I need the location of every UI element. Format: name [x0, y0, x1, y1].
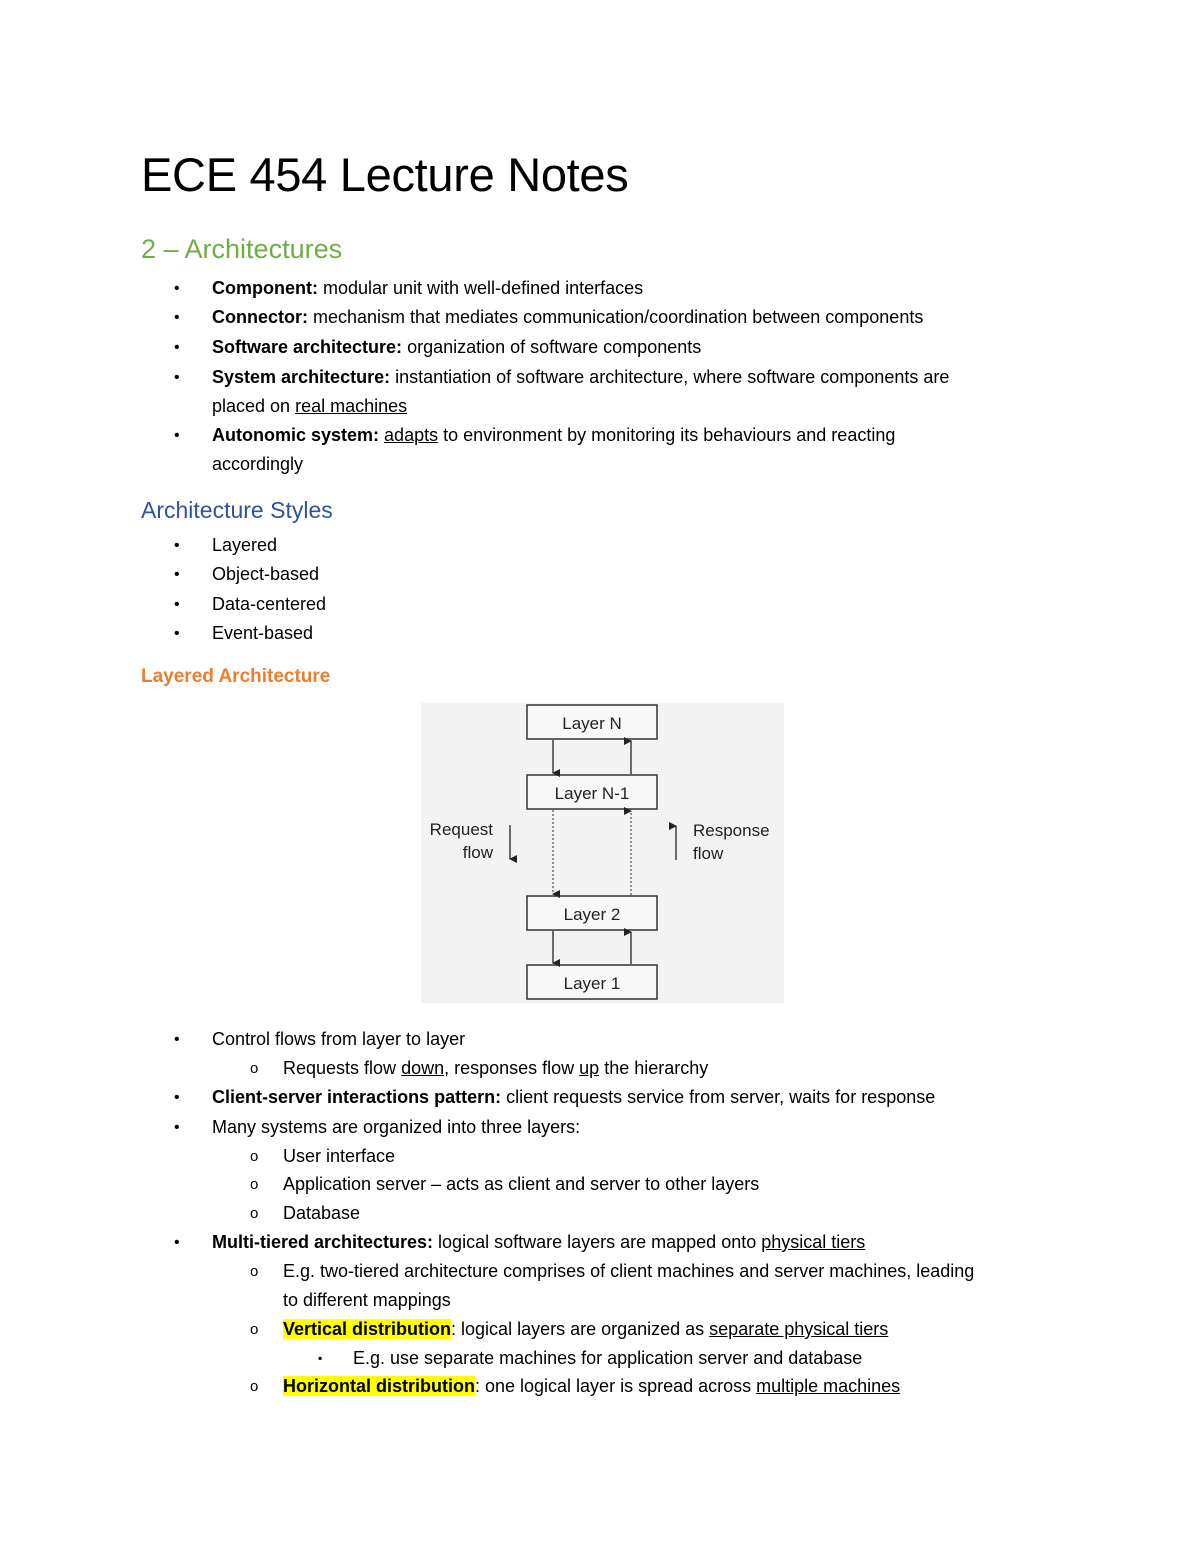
bullet: o — [250, 1263, 259, 1280]
response-label-line1: Response — [693, 821, 770, 840]
bullet: • — [174, 309, 180, 326]
list-item — [0, 531, 1200, 560]
definition: mechanism that mediates communication/coordination between components — [308, 307, 924, 327]
term: System architecture: — [212, 367, 391, 387]
underlined-text: physical tiers — [761, 1232, 866, 1252]
list-item — [0, 1170, 1200, 1199]
list-item — [0, 1257, 1200, 1315]
bullet: • — [174, 566, 180, 583]
term: Autonomic system: — [212, 425, 380, 445]
list-item — [0, 619, 1200, 648]
note-text: Control flows from layer to layer — [212, 1029, 466, 1049]
bullet: • — [174, 1031, 180, 1048]
architectures-definitions-list — [0, 274, 1200, 479]
definition: organization of software components — [402, 337, 702, 357]
note-text: Requests flow — [283, 1058, 402, 1078]
bullet: • — [174, 369, 180, 386]
list-item — [0, 274, 1200, 303]
highlighted-term: Horizontal distribution — [283, 1376, 475, 1396]
list-item — [0, 1344, 1200, 1372]
bullet: o — [250, 1176, 259, 1193]
note-text: the hierarchy — [599, 1058, 709, 1078]
style-name: Event-based — [212, 623, 314, 643]
bullet: o — [250, 1148, 259, 1165]
bullet: • — [174, 427, 180, 444]
style-name: Data-centered — [212, 594, 327, 614]
request-label-line1: Request — [429, 820, 493, 839]
note-text: Database — [283, 1203, 361, 1223]
page-title: ECE 454 Lecture Notes — [141, 148, 629, 201]
bullet: • — [174, 280, 180, 297]
bullet: • — [174, 1119, 180, 1136]
list-item — [0, 303, 1200, 333]
bullet: • — [174, 537, 180, 554]
definition-cont: accordingly — [212, 454, 304, 474]
bullet: • — [174, 1234, 180, 1251]
definition: modular unit with well-defined interfaces — [317, 278, 644, 298]
underlined-text: up — [579, 1058, 600, 1078]
note-text: logical software layers are mapped onto — [433, 1232, 762, 1252]
term: Multi-tiered architectures: — [212, 1232, 434, 1252]
note-text: E.g. use separate machines for application server and database — [353, 1348, 863, 1368]
bullet: • — [174, 339, 180, 356]
term: Software architecture: — [212, 337, 403, 357]
list-item — [0, 1054, 1200, 1083]
list-item — [0, 1199, 1200, 1228]
list-item — [0, 421, 1200, 479]
bullet: ▪ — [318, 1351, 323, 1365]
layer-box-n — [527, 705, 657, 739]
architecture-styles-list — [0, 531, 1200, 648]
response-label-line2: flow — [693, 844, 724, 863]
layer-box-n-1 — [527, 775, 657, 809]
note-text-cont: to different mappings — [283, 1290, 451, 1310]
diagram-svg — [421, 703, 784, 1003]
underlined-text: adapts — [384, 425, 439, 445]
note-text: User interface — [283, 1146, 396, 1166]
underlined-text: down — [401, 1058, 445, 1078]
note-text: E.g. two-tiered architecture comprises of client machines and server machines, leading — [283, 1261, 975, 1281]
term: Client-server interactions pattern: — [212, 1087, 502, 1107]
list-item — [0, 1228, 1200, 1257]
style-name: Layered — [212, 535, 278, 555]
list-item — [0, 560, 1200, 590]
definition-cont: placed on — [212, 396, 296, 416]
list-item — [0, 1083, 1200, 1113]
definition: to environment by monitoring its behaviours and reacting — [438, 425, 896, 445]
underlined-text: real machines — [295, 396, 408, 416]
definition: instantiation of software architecture, where software components are — [390, 367, 950, 387]
layer-box-1 — [527, 965, 657, 999]
bullet: o — [250, 1060, 259, 1077]
underlined-text: multiple machines — [756, 1376, 901, 1396]
bullet: o — [250, 1321, 259, 1338]
bullet: o — [250, 1378, 259, 1395]
bullet: • — [174, 596, 180, 613]
layered-notes-list — [0, 1025, 1200, 1401]
section-heading-architecture-styles: Architecture Styles — [141, 497, 333, 523]
layer-label: Layer 1 — [563, 974, 621, 993]
highlighted-term: Vertical distribution — [283, 1319, 452, 1339]
term: Connector: — [212, 307, 308, 327]
layered-architecture-diagram — [421, 703, 784, 1003]
list-item — [0, 1372, 1200, 1401]
note-text: : one logical layer is spread across — [474, 1376, 757, 1396]
list-item — [0, 333, 1200, 363]
term: Component: — [212, 278, 318, 298]
layer-label: Layer N — [562, 714, 622, 733]
section-heading-architectures: 2 – Architectures — [141, 234, 343, 264]
list-item — [0, 1315, 1200, 1344]
request-label-line2: flow — [462, 843, 493, 862]
bullet: • — [174, 625, 180, 642]
list-item — [0, 590, 1200, 619]
bullet: o — [250, 1205, 259, 1222]
layer-label: Layer 2 — [563, 905, 621, 924]
note-text: , responses flow — [444, 1058, 580, 1078]
underlined-text: separate physical tiers — [709, 1319, 889, 1339]
bullet: • — [174, 1089, 180, 1106]
list-item — [0, 363, 1200, 421]
section-heading-layered-architecture: Layered Architecture — [141, 666, 331, 687]
list-item — [0, 1142, 1200, 1170]
layer-label: Layer N-1 — [554, 784, 630, 803]
note-text: Application server – acts as client and server to other layers — [283, 1174, 760, 1194]
note-text: client requests service from server, waits for response — [501, 1087, 936, 1107]
note-text: Many systems are organized into three layers: — [212, 1117, 581, 1137]
style-name: Object-based — [212, 564, 320, 584]
list-item — [0, 1025, 1200, 1054]
list-item — [0, 1113, 1200, 1142]
note-text: : logical layers are organized as — [451, 1319, 710, 1339]
layer-box-2 — [527, 896, 657, 930]
